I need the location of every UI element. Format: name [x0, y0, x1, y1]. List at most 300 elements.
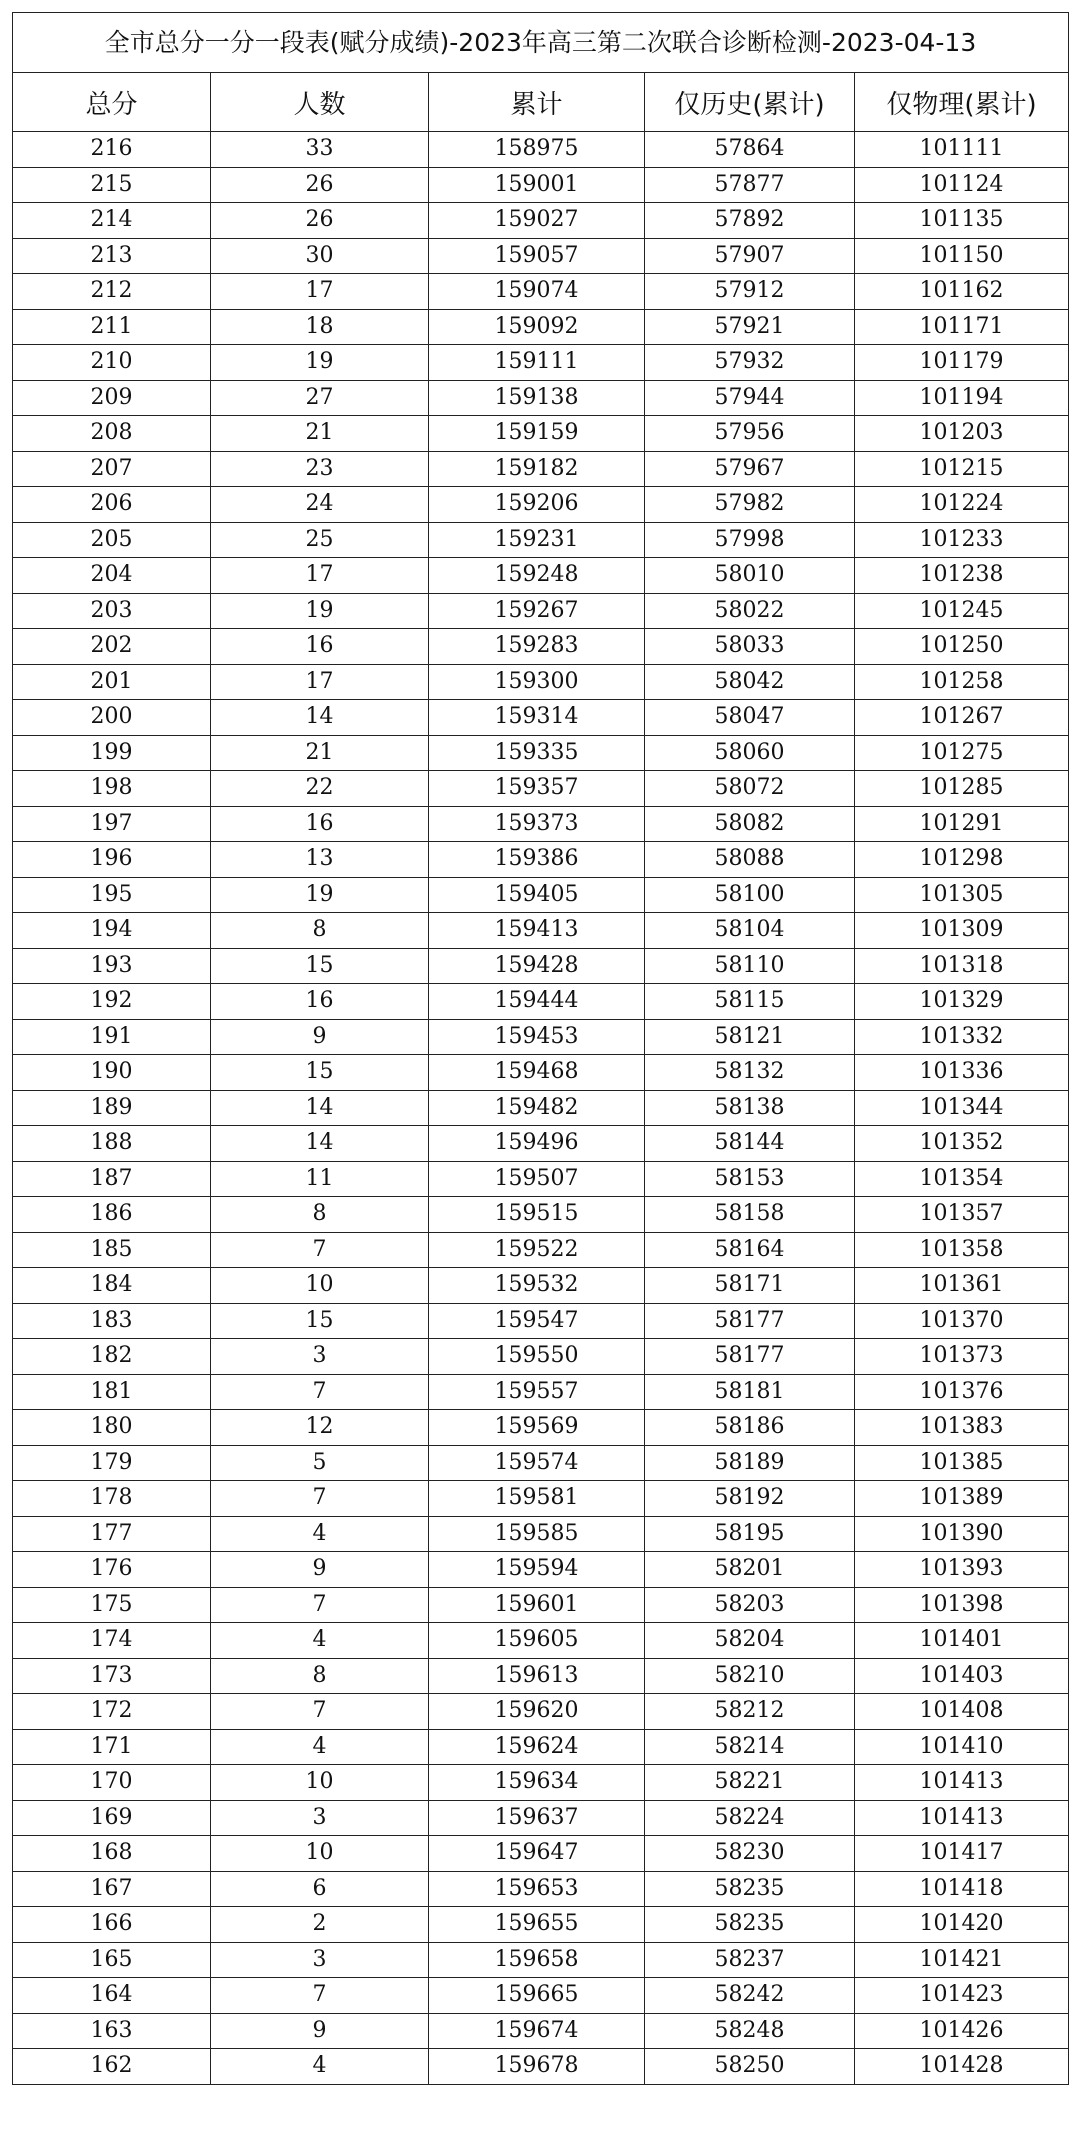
cell-count: 16 [211, 629, 429, 665]
cell-count: 16 [211, 806, 429, 842]
table-row [13, 1019, 1069, 1055]
header-row [13, 73, 1069, 132]
cell-physics-cumulative: 101361 [855, 1268, 1069, 1304]
table-row [13, 416, 1069, 452]
cell-cumulative: 159532 [429, 1268, 645, 1304]
cell-count: 6 [211, 1871, 429, 1907]
cell-cumulative: 159585 [429, 1516, 645, 1552]
cell-count: 22 [211, 771, 429, 807]
cell-cumulative: 159557 [429, 1374, 645, 1410]
cell-cumulative: 159386 [429, 842, 645, 878]
cell-count: 5 [211, 1445, 429, 1481]
table-row [13, 1836, 1069, 1872]
cell-count: 3 [211, 1339, 429, 1375]
cell-history-cumulative: 58138 [645, 1090, 855, 1126]
cell-total-score: 205 [13, 522, 211, 558]
cell-cumulative: 159569 [429, 1410, 645, 1446]
cell-physics-cumulative: 101245 [855, 593, 1069, 629]
cell-history-cumulative: 58110 [645, 948, 855, 984]
cell-count: 15 [211, 1303, 429, 1339]
cell-count: 26 [211, 203, 429, 239]
cell-cumulative: 159581 [429, 1481, 645, 1517]
header-history-cumulative: 仅历史(累计) [645, 73, 855, 132]
table-row [13, 1232, 1069, 1268]
table-row [13, 1729, 1069, 1765]
cell-cumulative: 159453 [429, 1019, 645, 1055]
cell-total-score: 206 [13, 487, 211, 523]
cell-cumulative: 159001 [429, 167, 645, 203]
cell-count: 14 [211, 1126, 429, 1162]
cell-count: 3 [211, 1800, 429, 1836]
cell-total-score: 204 [13, 558, 211, 594]
cell-physics-cumulative: 101233 [855, 522, 1069, 558]
cell-cumulative: 159335 [429, 735, 645, 771]
cell-history-cumulative: 58235 [645, 1871, 855, 1907]
cell-history-cumulative: 58212 [645, 1694, 855, 1730]
cell-physics-cumulative: 101398 [855, 1587, 1069, 1623]
cell-physics-cumulative: 101358 [855, 1232, 1069, 1268]
cell-history-cumulative: 58177 [645, 1339, 855, 1375]
cell-cumulative: 159522 [429, 1232, 645, 1268]
cell-history-cumulative: 58204 [645, 1623, 855, 1659]
cell-physics-cumulative: 101238 [855, 558, 1069, 594]
table-row [13, 1445, 1069, 1481]
cell-cumulative: 159413 [429, 913, 645, 949]
cell-history-cumulative: 58203 [645, 1587, 855, 1623]
cell-physics-cumulative: 101383 [855, 1410, 1069, 1446]
cell-total-score: 169 [13, 1800, 211, 1836]
score-table-sheet [12, 12, 1068, 2085]
table-row [13, 913, 1069, 949]
cell-history-cumulative: 58047 [645, 700, 855, 736]
table-row [13, 629, 1069, 665]
cell-count: 9 [211, 1019, 429, 1055]
table-row [13, 2049, 1069, 2085]
cell-physics-cumulative: 101336 [855, 1055, 1069, 1091]
table-row [13, 1907, 1069, 1943]
table-row [13, 522, 1069, 558]
table-row [13, 771, 1069, 807]
cell-physics-cumulative: 101408 [855, 1694, 1069, 1730]
cell-physics-cumulative: 101389 [855, 1481, 1069, 1517]
cell-cumulative: 159665 [429, 1978, 645, 2014]
cell-cumulative: 159637 [429, 1800, 645, 1836]
cell-history-cumulative: 58010 [645, 558, 855, 594]
cell-cumulative: 159405 [429, 877, 645, 913]
cell-history-cumulative: 57912 [645, 274, 855, 310]
cell-count: 7 [211, 1481, 429, 1517]
cell-count: 7 [211, 1694, 429, 1730]
table-row [13, 132, 1069, 168]
table-row [13, 1516, 1069, 1552]
cell-physics-cumulative: 101352 [855, 1126, 1069, 1162]
cell-history-cumulative: 58195 [645, 1516, 855, 1552]
cell-total-score: 187 [13, 1161, 211, 1197]
cell-total-score: 200 [13, 700, 211, 736]
cell-total-score: 167 [13, 1871, 211, 1907]
cell-total-score: 185 [13, 1232, 211, 1268]
table-row [13, 1374, 1069, 1410]
cell-total-score: 188 [13, 1126, 211, 1162]
cell-cumulative: 159674 [429, 2013, 645, 2049]
cell-history-cumulative: 58158 [645, 1197, 855, 1233]
cell-history-cumulative: 58242 [645, 1978, 855, 2014]
cell-total-score: 178 [13, 1481, 211, 1517]
cell-history-cumulative: 58237 [645, 1942, 855, 1978]
table-row [13, 700, 1069, 736]
cell-count: 3 [211, 1942, 429, 1978]
cell-physics-cumulative: 101258 [855, 664, 1069, 700]
cell-cumulative: 159159 [429, 416, 645, 452]
cell-total-score: 212 [13, 274, 211, 310]
table-row [13, 735, 1069, 771]
table-row [13, 2013, 1069, 2049]
cell-history-cumulative: 58060 [645, 735, 855, 771]
cell-cumulative: 159092 [429, 309, 645, 345]
table-row [13, 274, 1069, 310]
cell-cumulative: 159231 [429, 522, 645, 558]
cell-count: 23 [211, 451, 429, 487]
cell-cumulative: 159057 [429, 238, 645, 274]
cell-total-score: 207 [13, 451, 211, 487]
cell-cumulative: 159515 [429, 1197, 645, 1233]
cell-cumulative: 159468 [429, 1055, 645, 1091]
cell-total-score: 186 [13, 1197, 211, 1233]
table-row [13, 558, 1069, 594]
cell-count: 11 [211, 1161, 429, 1197]
cell-physics-cumulative: 101393 [855, 1552, 1069, 1588]
cell-history-cumulative: 58153 [645, 1161, 855, 1197]
table-row [13, 1694, 1069, 1730]
cell-total-score: 162 [13, 2049, 211, 2085]
cell-cumulative: 159550 [429, 1339, 645, 1375]
cell-physics-cumulative: 101421 [855, 1942, 1069, 1978]
cell-total-score: 177 [13, 1516, 211, 1552]
cell-cumulative: 159206 [429, 487, 645, 523]
cell-total-score: 210 [13, 345, 211, 381]
cell-history-cumulative: 58115 [645, 984, 855, 1020]
cell-history-cumulative: 58230 [645, 1836, 855, 1872]
cell-total-score: 216 [13, 132, 211, 168]
cell-total-score: 174 [13, 1623, 211, 1659]
cell-count: 14 [211, 700, 429, 736]
table-row [13, 1197, 1069, 1233]
cell-count: 27 [211, 380, 429, 416]
cell-history-cumulative: 58250 [645, 2049, 855, 2085]
table-row [13, 1268, 1069, 1304]
table-row [13, 451, 1069, 487]
cell-count: 25 [211, 522, 429, 558]
cell-count: 7 [211, 1232, 429, 1268]
table-row [13, 1161, 1069, 1197]
cell-physics-cumulative: 101418 [855, 1871, 1069, 1907]
cell-cumulative: 159027 [429, 203, 645, 239]
cell-history-cumulative: 58248 [645, 2013, 855, 2049]
cell-cumulative: 159507 [429, 1161, 645, 1197]
cell-cumulative: 159428 [429, 948, 645, 984]
cell-total-score: 179 [13, 1445, 211, 1481]
cell-total-score: 164 [13, 1978, 211, 2014]
cell-cumulative: 159678 [429, 2049, 645, 2085]
cell-total-score: 183 [13, 1303, 211, 1339]
cell-count: 9 [211, 2013, 429, 2049]
cell-cumulative: 159547 [429, 1303, 645, 1339]
cell-physics-cumulative: 101267 [855, 700, 1069, 736]
cell-cumulative: 159138 [429, 380, 645, 416]
table-row [13, 877, 1069, 913]
cell-total-score: 163 [13, 2013, 211, 2049]
cell-count: 30 [211, 238, 429, 274]
cell-total-score: 194 [13, 913, 211, 949]
cell-history-cumulative: 58042 [645, 664, 855, 700]
table-row [13, 1410, 1069, 1446]
cell-total-score: 173 [13, 1658, 211, 1694]
table-body [13, 132, 1069, 2085]
cell-physics-cumulative: 101413 [855, 1800, 1069, 1836]
cell-history-cumulative: 58181 [645, 1374, 855, 1410]
cell-history-cumulative: 57944 [645, 380, 855, 416]
table-row [13, 1765, 1069, 1801]
cell-total-score: 180 [13, 1410, 211, 1446]
cell-count: 4 [211, 1729, 429, 1765]
cell-total-score: 213 [13, 238, 211, 274]
cell-count: 7 [211, 1374, 429, 1410]
table-row [13, 1481, 1069, 1517]
cell-cumulative: 159613 [429, 1658, 645, 1694]
cell-total-score: 181 [13, 1374, 211, 1410]
cell-cumulative: 159182 [429, 451, 645, 487]
cell-history-cumulative: 58189 [645, 1445, 855, 1481]
cell-history-cumulative: 58164 [645, 1232, 855, 1268]
cell-physics-cumulative: 101417 [855, 1836, 1069, 1872]
cell-cumulative: 159658 [429, 1942, 645, 1978]
cell-physics-cumulative: 101426 [855, 2013, 1069, 2049]
cell-count: 15 [211, 1055, 429, 1091]
cell-count: 4 [211, 1623, 429, 1659]
cell-count: 12 [211, 1410, 429, 1446]
cell-physics-cumulative: 101413 [855, 1765, 1069, 1801]
cell-cumulative: 158975 [429, 132, 645, 168]
cell-count: 7 [211, 1587, 429, 1623]
cell-count: 14 [211, 1090, 429, 1126]
table-row [13, 1942, 1069, 1978]
cell-total-score: 208 [13, 416, 211, 452]
cell-total-score: 196 [13, 842, 211, 878]
cell-physics-cumulative: 101373 [855, 1339, 1069, 1375]
table-row [13, 1658, 1069, 1694]
cell-physics-cumulative: 101385 [855, 1445, 1069, 1481]
cell-physics-cumulative: 101329 [855, 984, 1069, 1020]
cell-history-cumulative: 58121 [645, 1019, 855, 1055]
cell-cumulative: 159605 [429, 1623, 645, 1659]
table-row [13, 1871, 1069, 1907]
cell-count: 19 [211, 593, 429, 629]
table-row [13, 664, 1069, 700]
cell-count: 2 [211, 1907, 429, 1943]
cell-count: 18 [211, 309, 429, 345]
cell-physics-cumulative: 101291 [855, 806, 1069, 842]
cell-count: 8 [211, 1658, 429, 1694]
cell-total-score: 190 [13, 1055, 211, 1091]
header-count: 人数 [211, 73, 429, 132]
table-row [13, 842, 1069, 878]
cell-physics-cumulative: 101298 [855, 842, 1069, 878]
cell-physics-cumulative: 101250 [855, 629, 1069, 665]
cell-history-cumulative: 57967 [645, 451, 855, 487]
cell-cumulative: 159248 [429, 558, 645, 594]
table-row [13, 345, 1069, 381]
cell-total-score: 175 [13, 1587, 211, 1623]
cell-total-score: 184 [13, 1268, 211, 1304]
cell-physics-cumulative: 101275 [855, 735, 1069, 771]
cell-count: 10 [211, 1836, 429, 1872]
cell-cumulative: 159653 [429, 1871, 645, 1907]
cell-physics-cumulative: 101305 [855, 877, 1069, 913]
cell-cumulative: 159594 [429, 1552, 645, 1588]
cell-physics-cumulative: 101135 [855, 203, 1069, 239]
cell-total-score: 214 [13, 203, 211, 239]
cell-cumulative: 159496 [429, 1126, 645, 1162]
cell-physics-cumulative: 101111 [855, 132, 1069, 168]
cell-total-score: 170 [13, 1765, 211, 1801]
cell-cumulative: 159111 [429, 345, 645, 381]
cell-total-score: 189 [13, 1090, 211, 1126]
cell-count: 17 [211, 274, 429, 310]
cell-total-score: 191 [13, 1019, 211, 1055]
cell-count: 9 [211, 1552, 429, 1588]
cell-physics-cumulative: 101403 [855, 1658, 1069, 1694]
table-title: 全市总分一分一段表(赋分成绩)-2023年高三第二次联合诊断检测-2023-04-13 [12, 12, 1069, 72]
cell-history-cumulative: 58132 [645, 1055, 855, 1091]
cell-physics-cumulative: 101370 [855, 1303, 1069, 1339]
table-row [13, 1623, 1069, 1659]
cell-history-cumulative: 57921 [645, 309, 855, 345]
table-row [13, 806, 1069, 842]
cell-count: 24 [211, 487, 429, 523]
cell-count: 10 [211, 1765, 429, 1801]
cell-physics-cumulative: 101171 [855, 309, 1069, 345]
table-row [13, 1126, 1069, 1162]
table-row [13, 309, 1069, 345]
cell-history-cumulative: 58022 [645, 593, 855, 629]
cell-cumulative: 159620 [429, 1694, 645, 1730]
cell-count: 4 [211, 2049, 429, 2085]
score-distribution-table [12, 12, 1069, 2085]
cell-cumulative: 159267 [429, 593, 645, 629]
cell-history-cumulative: 57956 [645, 416, 855, 452]
table-row [13, 203, 1069, 239]
cell-cumulative: 159634 [429, 1765, 645, 1801]
cell-total-score: 202 [13, 629, 211, 665]
cell-history-cumulative: 58072 [645, 771, 855, 807]
cell-count: 13 [211, 842, 429, 878]
cell-cumulative: 159601 [429, 1587, 645, 1623]
cell-count: 17 [211, 664, 429, 700]
cell-count: 8 [211, 1197, 429, 1233]
cell-physics-cumulative: 101162 [855, 274, 1069, 310]
table-row [13, 1339, 1069, 1375]
table-row [13, 1552, 1069, 1588]
cell-cumulative: 159482 [429, 1090, 645, 1126]
cell-count: 33 [211, 132, 429, 168]
cell-history-cumulative: 58082 [645, 806, 855, 842]
cell-physics-cumulative: 101354 [855, 1161, 1069, 1197]
cell-count: 4 [211, 1516, 429, 1552]
cell-physics-cumulative: 101285 [855, 771, 1069, 807]
cell-physics-cumulative: 101423 [855, 1978, 1069, 2014]
cell-total-score: 171 [13, 1729, 211, 1765]
cell-total-score: 193 [13, 948, 211, 984]
cell-history-cumulative: 57982 [645, 487, 855, 523]
cell-count: 19 [211, 345, 429, 381]
cell-history-cumulative: 58177 [645, 1303, 855, 1339]
table-row [13, 1055, 1069, 1091]
cell-history-cumulative: 57864 [645, 132, 855, 168]
cell-physics-cumulative: 101224 [855, 487, 1069, 523]
cell-cumulative: 159624 [429, 1729, 645, 1765]
header-total-score: 总分 [13, 73, 211, 132]
cell-history-cumulative: 58144 [645, 1126, 855, 1162]
cell-history-cumulative: 58201 [645, 1552, 855, 1588]
cell-total-score: 203 [13, 593, 211, 629]
table-row [13, 167, 1069, 203]
cell-count: 26 [211, 167, 429, 203]
cell-cumulative: 159574 [429, 1445, 645, 1481]
cell-total-score: 182 [13, 1339, 211, 1375]
cell-count: 21 [211, 735, 429, 771]
cell-physics-cumulative: 101215 [855, 451, 1069, 487]
cell-cumulative: 159074 [429, 274, 645, 310]
cell-count: 19 [211, 877, 429, 913]
cell-physics-cumulative: 101332 [855, 1019, 1069, 1055]
cell-history-cumulative: 58235 [645, 1907, 855, 1943]
cell-total-score: 201 [13, 664, 211, 700]
cell-total-score: 168 [13, 1836, 211, 1872]
cell-physics-cumulative: 101401 [855, 1623, 1069, 1659]
cell-physics-cumulative: 101150 [855, 238, 1069, 274]
cell-physics-cumulative: 101179 [855, 345, 1069, 381]
cell-physics-cumulative: 101344 [855, 1090, 1069, 1126]
table-row [13, 593, 1069, 629]
cell-history-cumulative: 58088 [645, 842, 855, 878]
cell-total-score: 211 [13, 309, 211, 345]
cell-total-score: 166 [13, 1907, 211, 1943]
cell-cumulative: 159300 [429, 664, 645, 700]
cell-total-score: 199 [13, 735, 211, 771]
cell-count: 15 [211, 948, 429, 984]
cell-history-cumulative: 58210 [645, 1658, 855, 1694]
cell-total-score: 215 [13, 167, 211, 203]
cell-count: 10 [211, 1268, 429, 1304]
cell-count: 21 [211, 416, 429, 452]
cell-total-score: 197 [13, 806, 211, 842]
table-row [13, 1800, 1069, 1836]
header-cumulative: 累计 [429, 73, 645, 132]
cell-history-cumulative: 58104 [645, 913, 855, 949]
cell-cumulative: 159444 [429, 984, 645, 1020]
cell-history-cumulative: 58221 [645, 1765, 855, 1801]
cell-physics-cumulative: 101428 [855, 2049, 1069, 2085]
cell-physics-cumulative: 101357 [855, 1197, 1069, 1233]
cell-history-cumulative: 57932 [645, 345, 855, 381]
cell-history-cumulative: 57907 [645, 238, 855, 274]
cell-count: 7 [211, 1978, 429, 2014]
table-row [13, 1978, 1069, 2014]
cell-physics-cumulative: 101420 [855, 1907, 1069, 1943]
cell-total-score: 198 [13, 771, 211, 807]
table-row [13, 948, 1069, 984]
cell-history-cumulative: 58224 [645, 1800, 855, 1836]
